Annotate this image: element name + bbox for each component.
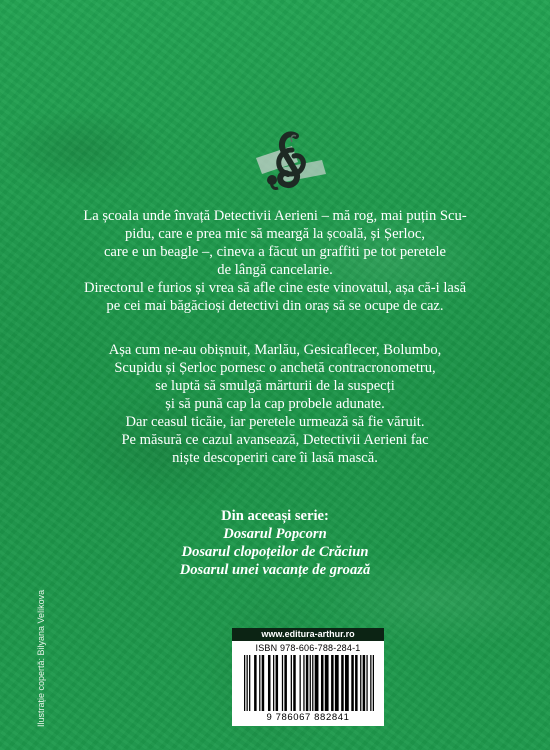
barcode-bar bbox=[366, 655, 367, 711]
barcode-bar bbox=[310, 655, 311, 711]
barcode-bar bbox=[273, 655, 274, 711]
barcode-bar bbox=[259, 655, 260, 711]
description-line: La școala unde învață Detectivii Aerieni – mă rog, mai puțin Scu- bbox=[83, 208, 467, 224]
description-line: Directorul e furios și vrea să afle cine este vinovatul, așa că-i lasă bbox=[83, 280, 467, 296]
description-line: Pe măsură ce cazul avansează, Detectivii Aerieni fac bbox=[121, 432, 429, 448]
barcode-digits: 9 786067 882841 bbox=[266, 712, 350, 723]
series-book: Dosarul Popcorn bbox=[223, 526, 327, 542]
description-paragraph-2 bbox=[50, 341, 500, 467]
barcode-bar bbox=[312, 655, 313, 711]
description-line: Scupidu și Șerloc pornesc o anchetă contracronometru, bbox=[114, 360, 436, 376]
barcode-bar bbox=[303, 655, 304, 711]
barcode-bar bbox=[341, 655, 344, 711]
description-line: Dar ceasul ticăie, iar peretele urmează să fie văruit. bbox=[125, 414, 425, 430]
barcode-bar bbox=[325, 655, 329, 711]
series-book: Dosarul unei vacanțe de groază bbox=[179, 562, 371, 578]
barcode-bar bbox=[306, 655, 309, 711]
publisher-website: www.editura-arthur.ro bbox=[232, 628, 384, 641]
barcode-bar bbox=[291, 655, 292, 711]
barcode-bar bbox=[331, 655, 334, 711]
series-list bbox=[50, 507, 500, 579]
barcode-bar bbox=[370, 655, 371, 711]
barcode-bar bbox=[321, 655, 324, 711]
description-paragraph-1 bbox=[50, 207, 500, 315]
description-line: pidu, care e prea mic să meargă la școală, și Șerloc, bbox=[125, 226, 425, 242]
barcode-bar bbox=[268, 655, 271, 711]
barcode-bar bbox=[355, 655, 358, 711]
barcode-bar bbox=[249, 655, 250, 711]
series-heading: Din aceeași serie: bbox=[221, 508, 329, 524]
description-line: care e un beagle –, cineva a făcut un graffiti pe tot peretele bbox=[103, 244, 447, 260]
barcode-bar bbox=[335, 655, 339, 711]
barcode-bar bbox=[262, 655, 265, 711]
barcode-bar bbox=[345, 655, 349, 711]
description-line: și să pună cap la cap probele adunate. bbox=[165, 396, 385, 412]
barcode-bar bbox=[276, 655, 279, 711]
barcode-bar bbox=[293, 655, 296, 711]
isbn-number: ISBN 978-606-788-284-1 bbox=[255, 643, 361, 653]
barcode-bar bbox=[244, 655, 245, 711]
barcode-icon bbox=[242, 655, 376, 711]
barcode-bar bbox=[351, 655, 354, 711]
barcode-bar bbox=[373, 655, 374, 711]
barcode-bar bbox=[315, 655, 319, 711]
barcode-bar bbox=[282, 655, 283, 711]
illustration-credit: Ilustrație copertă: Bilyana Velikova bbox=[36, 589, 46, 727]
barcode-bar bbox=[254, 655, 257, 711]
barcode-bar bbox=[360, 655, 361, 711]
barcode-bar bbox=[247, 655, 248, 711]
description-line: niște descoperiri care îi lasă mască. bbox=[172, 450, 378, 466]
barcode-bar bbox=[284, 655, 287, 711]
barcode-bar bbox=[363, 655, 366, 711]
description-line: pe cei mai băgăcioși detectivi din oraș să se ocupe de caz. bbox=[106, 298, 444, 314]
barcode-bar bbox=[300, 655, 301, 711]
series-book: Dosarul clopoțeilor de Crăciun bbox=[181, 544, 369, 560]
description-line: de lângă cancelarie. bbox=[217, 262, 333, 278]
treble-clef-sticker-icon bbox=[252, 128, 332, 198]
description-line: se luptă să smulgă mărturii de la suspecți bbox=[155, 378, 395, 394]
description-line: Așa cum ne-au obișnuit, Marlău, Gesicaflecer, Bolumbo, bbox=[108, 342, 442, 358]
isbn-barcode bbox=[232, 641, 384, 726]
